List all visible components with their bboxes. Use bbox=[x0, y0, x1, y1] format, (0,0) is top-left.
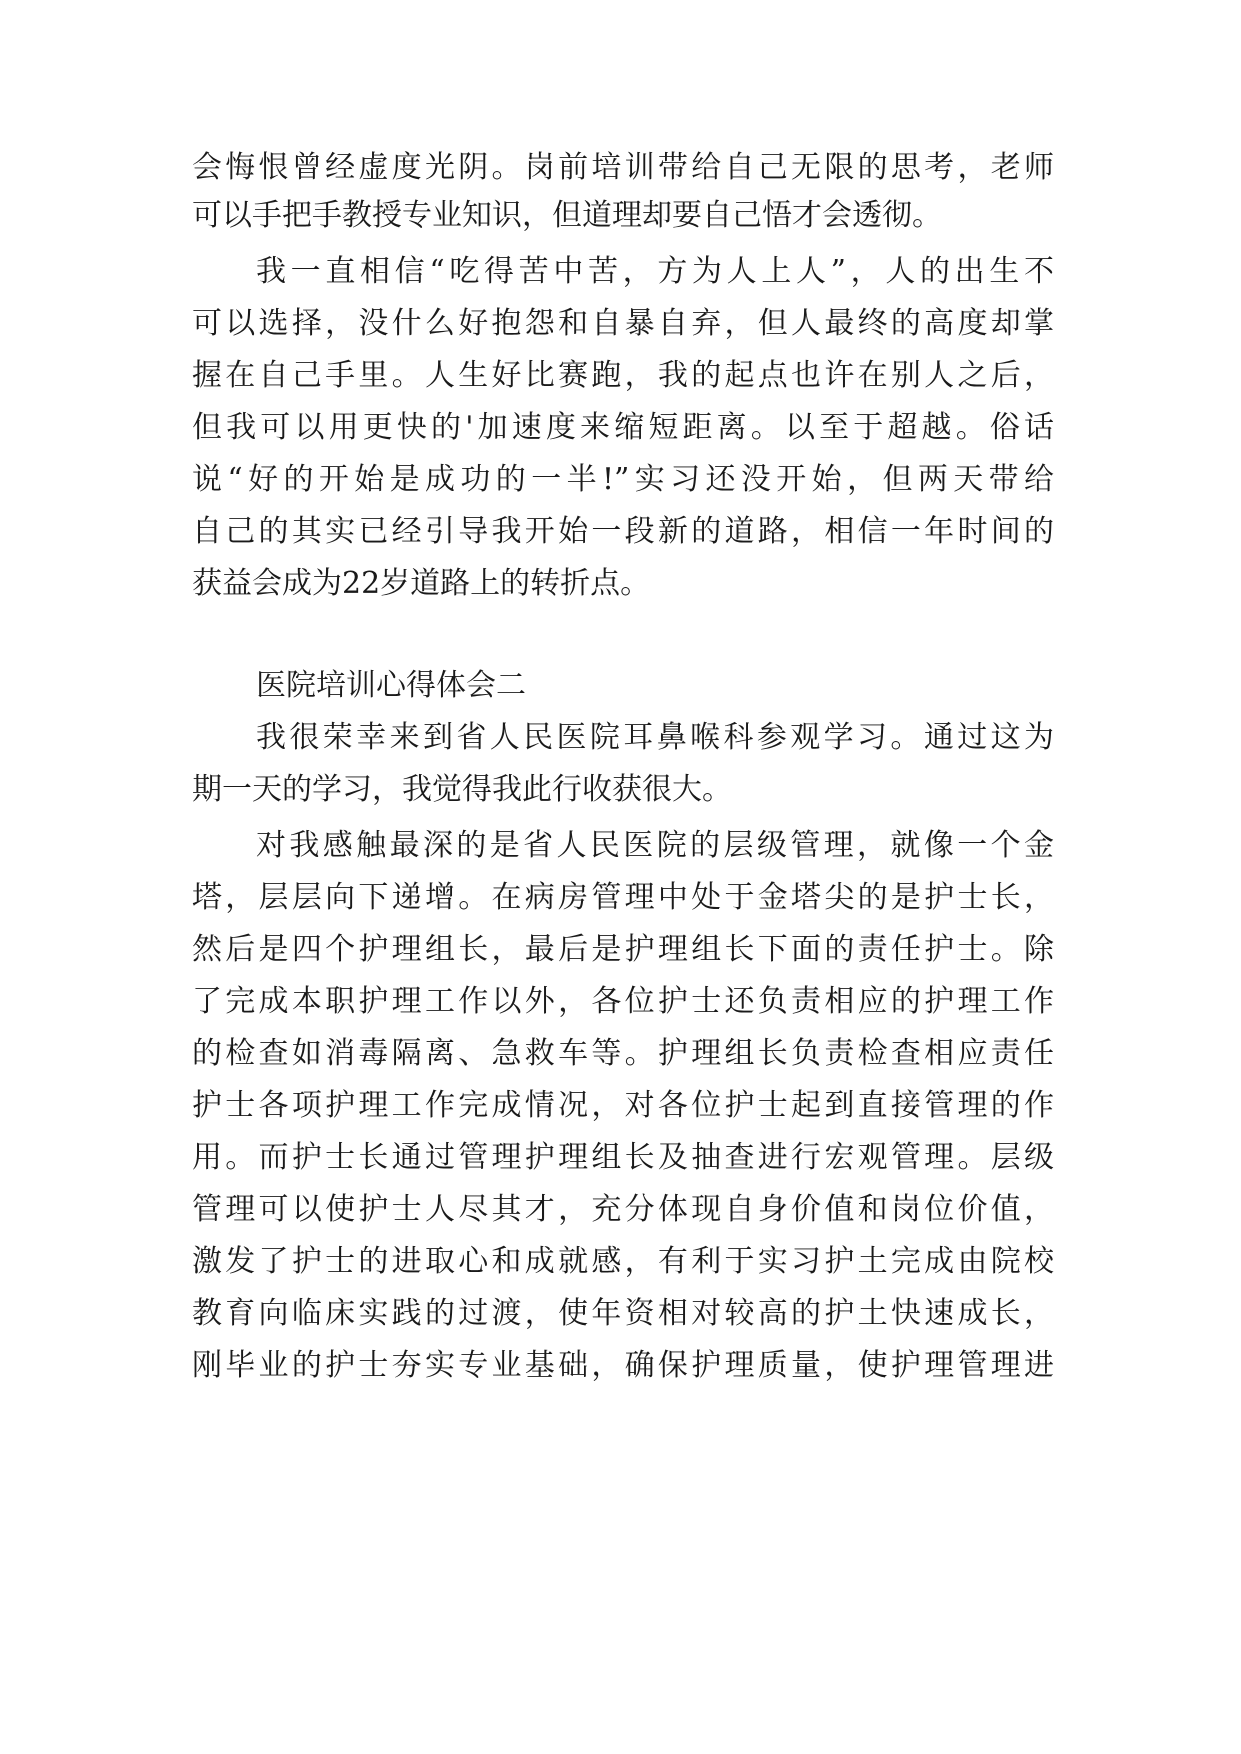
paragraph-line: 我很荣幸来到省人民医院耳鼻喉科参观学习。通过这为 bbox=[256, 720, 1054, 755]
paragraph-line: 说“好的开始是成功的一半!”实习还没开始，但两天带给 bbox=[192, 462, 1054, 497]
paragraph-line: 握在自己手里。人生好比赛跑，我的起点也许在别人之后， bbox=[192, 358, 1054, 393]
paragraph-line: 期一天的学习，我觉得我此行收获很大。 bbox=[192, 772, 732, 807]
paragraph-line: 会悔恨曾经虚度光阴。岗前培训带给自己无限的思考，老师 bbox=[192, 150, 1054, 185]
paragraph-line: 激发了护士的进取心和成就感，有利于实习护土完成由院校 bbox=[192, 1244, 1054, 1279]
paragraph-line: 然后是四个护理组长，最后是护理组长下面的责任护士。除 bbox=[192, 932, 1054, 967]
paragraph-line: 护士各项护理工作完成情况，对各位护士起到直接管理的作 bbox=[192, 1088, 1054, 1123]
paragraph-line: 塔，层层向下递增。在病房管理中处于金塔尖的是护士长， bbox=[192, 880, 1054, 915]
paragraph-line: 用。而护士长通过管理护理组长及抽查进行宏观管理。层级 bbox=[192, 1140, 1054, 1175]
paragraph-line: 获益会成为22岁道路上的转折点。 bbox=[192, 566, 651, 601]
paragraph-line: 管理可以使护士人尽其才，充分体现自身价值和岗位价值， bbox=[192, 1192, 1054, 1227]
paragraph-line: 的检查如消毒隔离、急救车等。护理组长负责检查相应责任 bbox=[192, 1036, 1054, 1071]
paragraph-line: 可以选择，没什么好抱怨和自暴自弃，但人最终的高度却掌 bbox=[192, 306, 1054, 341]
paragraph-line: 教育向临床实践的过渡，使年资相对较高的护土快速成长， bbox=[192, 1296, 1054, 1331]
section-heading: 医院培训心得体会二 bbox=[256, 668, 526, 703]
paragraph-line: 了完成本职护理工作以外，各位护士还负责相应的护理工作 bbox=[192, 984, 1054, 1019]
paragraph-line: 刚毕业的护士夯实专业基础，确保护理质量，使护理管理进 bbox=[192, 1348, 1054, 1383]
paragraph-line: 自己的其实已经引导我开始一段新的道路，相信一年时间的 bbox=[192, 514, 1054, 549]
paragraph-line: 但我可以用更快的'加速度来缩短距离。以至于超越。俗话 bbox=[192, 410, 1054, 445]
paragraph-line: 对我感触最深的是省人民医院的层级管理，就像一个金 bbox=[256, 828, 1054, 863]
paragraph-line: 可以手把手教授专业知识，但道理却要自己悟才会透彻。 bbox=[192, 198, 942, 233]
paragraph-line: 我一直相信“吃得苦中苦，方为人上人”，人的出生不 bbox=[256, 254, 1054, 289]
